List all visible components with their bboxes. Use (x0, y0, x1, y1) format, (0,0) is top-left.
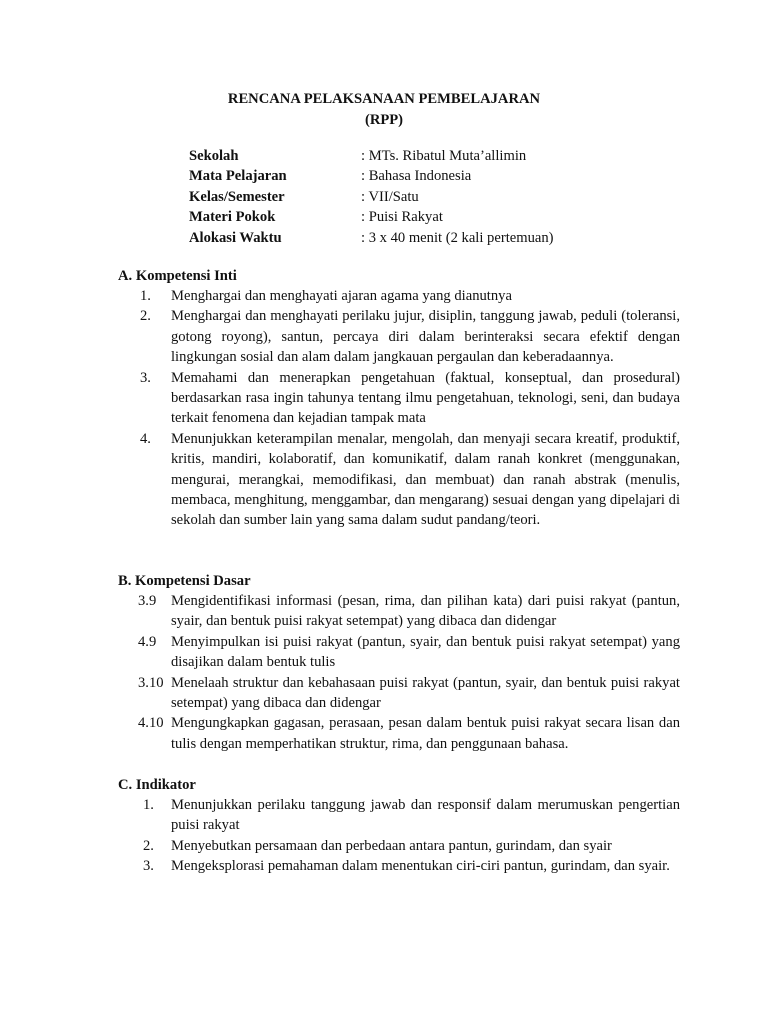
info-row-class (189, 187, 554, 207)
info-label: Kelas/Semester (189, 188, 285, 205)
info-value: : Bahasa Indonesia (361, 168, 472, 185)
info-row-school (189, 146, 554, 166)
item-number: 2. (143, 837, 154, 854)
item-number: 1. (143, 797, 154, 813)
item-text: Menyebutkan persamaan dan perbedaan antara pantun, gurindam, dan syair (171, 837, 612, 854)
list-item (118, 673, 680, 714)
item-text: Menyimpulkan isi puisi rakyat (pantun, syair, dan bentuk puisi rakyat setempat) yang disajikan dalam bentuk tulis (171, 633, 680, 671)
info-label: Alokasi Waktu (189, 229, 282, 246)
info-row-topic (189, 207, 554, 227)
item-number: 3. (143, 858, 154, 875)
item-text: Mengidentifikasi informasi (pesan, rima, dan pilihan kata) dari puisi rakyat (pantun, syair, dan bentuk puisi rakyat setempat) yang dibaca dan didengar (171, 593, 680, 630)
list-item (118, 713, 680, 754)
list-item (118, 368, 680, 429)
item-text: Menunjukkan perilaku tanggung jawab dan responsif dalam merumuskan pengertian puisi rakyat (171, 797, 680, 834)
item-number: 4.9 (138, 633, 157, 650)
info-row-time (189, 228, 554, 248)
document-title: RENCANA PELAKSANAAN PEMBELAJARAN (227, 91, 541, 107)
item-number: 4. (140, 430, 151, 447)
item-text: Memahami dan menerapkan pengetahuan (faktual, konseptual, dan prosedural) berdasarkan rasa ingin tahunya tentang ilmu pengetahuan, teknologi, seni, dan budaya terkait fenomena dan kejadian tampak mata (171, 369, 680, 427)
list-item (118, 306, 680, 367)
list-item (118, 286, 680, 306)
item-number: 1. (140, 288, 151, 304)
section-heading-kompetensi-dasar: B. Kompetensi Dasar (118, 573, 251, 589)
item-number: 4.10 (138, 715, 164, 732)
item-text: Menelaah struktur dan kebahasaan puisi rakyat (pantun, syair, dan bentuk puisi rakyat setempat) yang dibaca dan didengar (171, 674, 680, 712)
item-text: Menghargai dan menghayati ajaran agama yang dianutnya (171, 288, 512, 304)
item-text: Menghargai dan menghayati perilaku jujur, disiplin, tanggung jawab, peduli (toleransi, gotong royong), santun, percaya diri dalam berinteraksi secara efektif dengan lingkungan sosial dan alam dalam jangkauan pergaulan dan keberadaannya. (171, 308, 680, 366)
item-text: Mengeksplorasi pemahaman dalam menentukan ciri-ciri pantun, gurindam, dan syair. (171, 858, 670, 875)
item-text: Menunjukkan keterampilan menalar, mengolah, dan menyaji secara kreatif, produktif, kritis, mandiri, kolaboratif, dan komunikatif, dalam ranah konkret (menggunakan, mengurai, merangkai, memodifikasi, dan membuat) dan ranah abstrak (menulis, membaca, menghitung, menggambar, dan mengarang) sesuai dengan yang dipelajari di sekolah dan sumber lain yang sama dalam sudut pandang/teori. (171, 430, 680, 529)
list-item (118, 632, 680, 673)
info-row-subject (189, 166, 554, 186)
info-label: Materi Pokok (189, 209, 276, 226)
kompetensi-inti-list (118, 286, 680, 531)
info-label: Sekolah (189, 148, 239, 164)
section-heading-indikator: C. Indikator (118, 777, 196, 793)
list-item (118, 429, 680, 531)
kompetensi-dasar-list (118, 591, 680, 754)
section-heading-kompetensi-inti: A. Kompetensi Inti (118, 268, 237, 284)
info-value: : 3 x 40 menit (2 kali pertemuan) (361, 229, 554, 246)
info-label: Mata Pelajaran (189, 168, 287, 185)
info-value: : VII/Satu (361, 188, 419, 205)
list-item (118, 795, 680, 836)
item-number: 3.10 (138, 674, 164, 691)
indikator-list (118, 795, 680, 877)
item-number: 3.9 (138, 593, 157, 609)
info-value: : MTs. Ribatul Muta’allimin (361, 148, 527, 164)
identity-table (189, 146, 554, 248)
list-item (118, 836, 680, 856)
list-item (118, 856, 680, 876)
list-item (118, 591, 680, 632)
item-number: 2. (140, 308, 151, 325)
document-subtitle: (RPP) (364, 112, 404, 128)
item-number: 3. (140, 369, 151, 386)
info-value: : Puisi Rakyat (361, 209, 443, 226)
item-text: Mengungkapkan gagasan, perasaan, pesan dalam bentuk puisi rakyat secara lisan dan tulis dengan memperhatikan struktur, rima, dan penggunaan bahasa. (171, 715, 680, 752)
